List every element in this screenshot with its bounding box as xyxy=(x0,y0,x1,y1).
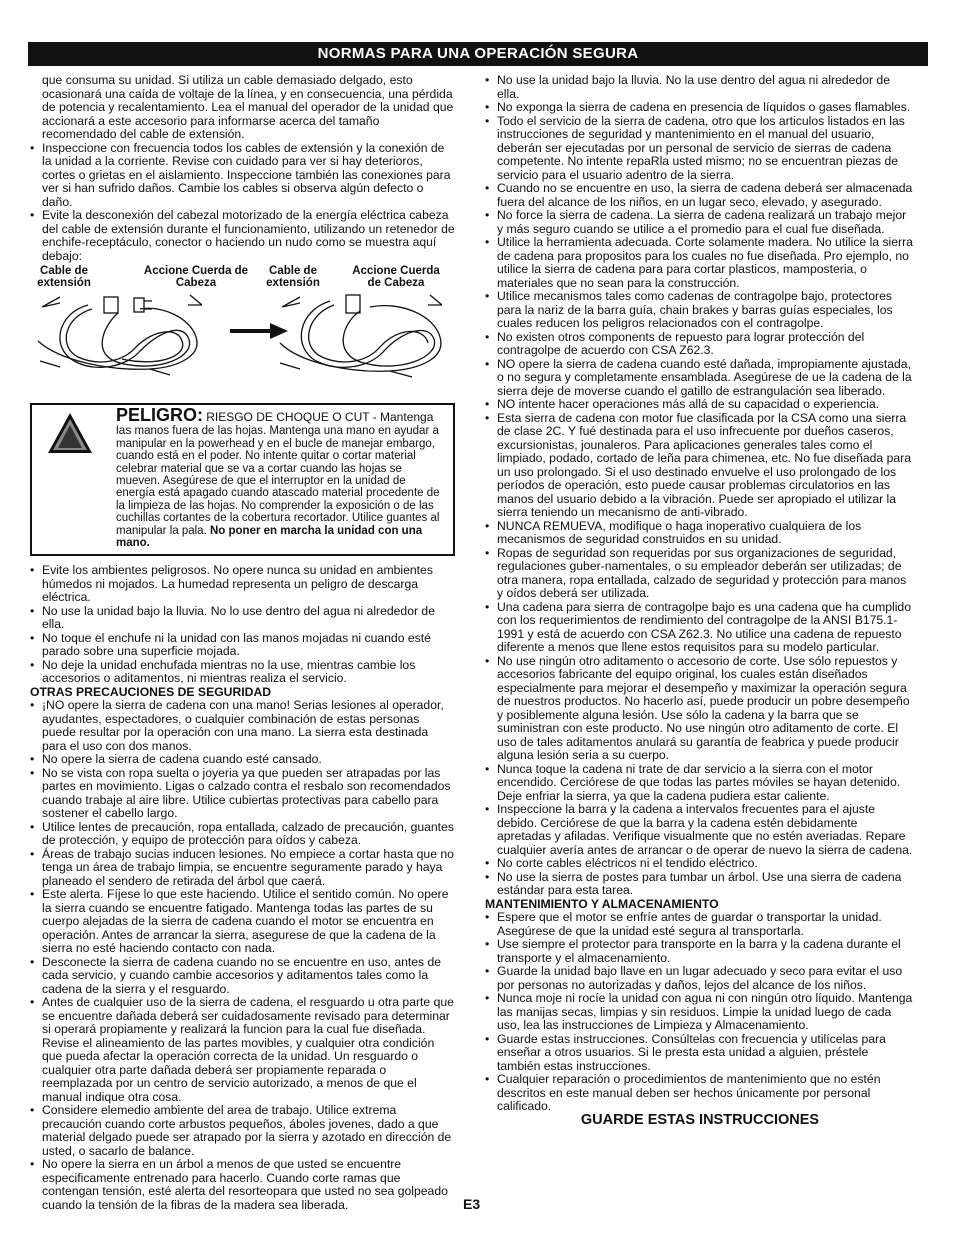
list-item: • Nunca toque la cadena ni trate de dar servicio a la sierra con el motor encendido. Cerciórese de que todas las partes móviles se hayan detenido. Deje enfriar la sierra, ya que la cadena pudiera estar caliente. xyxy=(485,763,915,804)
closing-heading: GUARDE ESTAS INSTRUCCIONES xyxy=(580,1111,820,1128)
list-item: • No se vista con ropa suelta o joyeria ya que pueden ser atrapadas por las partes en movimiento. Ligas o calzado contra el resbalo son recomendados cuando trabaje al aire libre. Utilice cubiertas protectivas para cabello para sostener el cabello largo. xyxy=(30,767,455,821)
list-item: • Esta sierra de cadena con motor fue clasificada por la CSA como una sierra de clase 2C. Y fué destinada para el uso infrecuente por dueños caseros, excursionistas, jounaleros. Para aplicaciones generales tales como el limpiado, podado, cortado de leña para chimenea, etc. No fue diseñada para un uso prolongado. Si el uso destinado envuelve el uso prolongado de los períodos de operación, esto puede causar problemas circulatorios en las manos del usuario debido a la vibración. Puede ser apropiado el utilizar la sierra teniendo un mecanismo de anti-vibrado. xyxy=(485,412,915,520)
list-item: • Utilice la herramienta adecuada. Corte solamente madera. No utilice la sierra de cadena para propositos para los cuales no fue diseñada. Pro ejemplo, no utilice la sierra de cadena para para cortar plasticos, mamposteria, o materiales que no sean para la construcción. xyxy=(485,236,915,290)
section-header: NORMAS PARA UNA OPERACIÓN SEGURA xyxy=(28,42,928,66)
maintenance-bullets xyxy=(485,911,915,1114)
left-column xyxy=(30,74,455,1212)
list-item: • No opere la sierra de cadena cuando esté cansado. xyxy=(30,753,455,767)
list-item: • No use ningún otro aditamento o accesorio de corte. Use sólo repuestos y accesorios fabricante del equipo original, los cuales están diseñados especialmente para mejorar el desempeño y maximizar la operación segura de nuestros productos. No hacerlo así, puede producir un pobre desempeño y posiblemente alguna lesión. Use sólo la cadena y la barra que se suministran con este producto. No use ningún otro aditamento de corte. El uso de tales aditamentos anulará su garantía de feabrica y puede producir alguna lesión seria a su cuerpo. xyxy=(485,655,915,763)
list-item: • No use la sierra de postes para tumbar un árbol. Use una sierra de cadena estándar para esta tarea. xyxy=(485,871,915,898)
list-item: • Utilice lentes de precaución, ropa entallada, calzado de precaución, guantes de protección, y equipo de protección para oídos y cabeza. xyxy=(30,821,455,848)
list-item: • Espere que el motor se enfríe antes de guardar o transportar la unidad. Asegúrese de que la unidad esté segura al transportarla. xyxy=(485,911,915,938)
list-item: • Guarde estas instrucciones. Consúltelas con frecuencia y utilícelas para enseñar a otros usuarios. Si le presta esta unidad a alguien, préstele también estas instrucciones. xyxy=(485,1033,915,1074)
list-item: • Evite la desconexión del cabezal motorizado de la energía eléctrica cabeza del cable de extensión durante el funcionamiento, utilizando un retenedor de enchife-receptáculo, conector o haciendo un nudo como se muestra aquí debajo: xyxy=(30,209,455,263)
list-item: • Áreas de trabajo sucias inducen lesiones. No empiece a cortar hasta que no tenga un área de trabajo limpia, se encuentre seguramente parado y haya planeado el sendero de retirada del árbol que caerá. xyxy=(30,848,455,889)
list-item: • No existen otros components de repuesto para lograr protección del contragolpe de acuerdo con CSA Z62.3. xyxy=(485,331,915,358)
list-item: • No opere la sierra en un árbol a menos de que usted se encuentre especificamente entrenado para hacerlo. Cuando corte ramas que contengan tensión, esté alerta del resorteopara que usted no sea golpeado cuando la tensión de la fibras de la madera sea liberada. xyxy=(30,1158,455,1212)
list-item: • NO intente hacer operaciones más allá de su capacidad o experiencia. xyxy=(485,398,915,412)
list-item: • No use la unidad bajo la lluvia. No lo use dentro del agua ni alrededor de ella. xyxy=(30,605,455,632)
warning-emphasis: No poner en marcha la unidad con una mano. xyxy=(116,524,423,550)
list-item: • Inspeccione la barra y la cadena a intervalos frecuentes para el ajuste debido. Cerciórese de que la barra y la cadena estén debidamente apretadas y afiladas. Verifique visualmente que no estén averiadas. Repare cualquier avería antes de arrancar o de operar de nuevo la sierra de cadena. xyxy=(485,803,915,857)
warning-subtitle: RIESGO DE CHOQUE O CUT - Mantenga las xyxy=(116,410,434,438)
cable-bullets xyxy=(30,142,455,264)
list-item: • Una cadena para sierra de contragolpe bajo es una cadena que ha cumplido con los requerimientos de rendimiento del contragolpe de la ANSI B175.1-1991 y está de acuerdo con CSA Z62.3. No utilice una cadena de repuesto diferente a menos que llene estos requisitos para su modelo particular. xyxy=(485,601,915,655)
list-item: • Use siempre el protector para transporte en la barra y la cadena durante el transporte y el almacenamiento. xyxy=(485,938,915,965)
list-item: • Cualquier reparación o procedimientos de mantenimiento que no estén descritos en este manual deben ser hechos únicamente por personal calificado. xyxy=(485,1073,915,1114)
list-item: • No exponga la sierra de cadena en presencia de líquidos o gases flamables. xyxy=(485,101,915,115)
list-item: • Evite los ambientes peligrosos. No opere nunca su unidad en ambientes húmedos ni mojados. La humedad representa un peligro de descarga eléctrica. xyxy=(30,564,455,605)
list-item: • Todo el servicio de la sierra de cadena, otro que los articulos listados en las instrucciones de seguridad y mantenimiento en el manual del usuario, deberán ser ejecutadas por un personal de servicio de sierras de cadena competente. No intente repaRla usted mismo; no se encuentran piezas de servicio para el usuario adentro de la sierra. xyxy=(485,115,915,183)
subheading: MANTENIMIENTO Y ALMACENAMIENTO xyxy=(485,896,719,911)
warning-title: PELIGRO: xyxy=(116,405,204,425)
figure-label: Cable de extensión xyxy=(37,265,91,289)
list-item: • Utilice mecanismos tales como cadenas de contragolpe bajo, protectores para la nariz de la barra guía, chain brakes y barras guías especiales, los cuales reducen los peligros relacionados con el contragolpe. xyxy=(485,290,915,331)
list-item: • No deje la unidad enchufada mientras no la use, mientras cambie los accesorios o aditamentos, ni mientras realiza el servicio. xyxy=(30,659,455,686)
list-item: • NO opere la sierra de cadena cuando esté dañada, impropiamente ajustada, o no segura y completamente ensamblada. Asegúrese de ue la cadena de la sierra deje de moverse cuando el gatillo de estrangulación sea liberado. xyxy=(485,358,915,399)
list-item: • Inspeccione con frecuencia todos los cables de extensión y la conexión de la unidad a la corriente. Revise con cuidado para ver si hay deterioros, cortes o grietas en el aislamiento. Inspeccione también las conexiones para ver si han sufrido daños. Cambie los cables si observa algún defecto o daño. xyxy=(30,142,455,210)
list-item: • Ropas de seguridad son requeridas por sus organizaciones de seguridad, regulaciones guber-namentales, o su empleador deberán ser utilizadas; de otra manera, ropa entallada, calzado de seguridad y protección para manos y oídos deberá ser utilizada. xyxy=(485,547,915,601)
list-item: • No use la unidad bajo la lluvia. No la use dentro del agua ni alrededor de ella. xyxy=(485,74,915,101)
precaution-bullets xyxy=(30,699,455,1212)
list-item: • No force la sierra de cadena. La sierra de cadena realizará un trabajo mejor y más seguro cuando se utilice a el promedio para el cual fue diseñada. xyxy=(485,209,915,236)
list-item: • ¡NO opere la sierra de cadena con una mano! Serias lesiones al operador, ayudantes, espectadores, o cualquier combinación de estas personas puede resultar por la operación con una mano. La sierra esta destinada para el uso con dos manos. xyxy=(30,699,455,753)
list-item: • Este alerta. Fíjese lo que este haciendo. Utilice el sentido común. No opere la sierra cuando se encuentre fatigado. Mantenga todas las partes de su cuerpo alejadas de la sierra de cadena cuando el motor se encuentra en operación. Antes de arrancar la sierra, asegurese de que la cadena de la sierra no esté haciendo contacto con nada. xyxy=(30,888,455,956)
list-item: • Nunca moje ni rocíe la unidad con agua ni con ningún otro líquido. Mantenga las manijas secas, limpias y sin residuos. Limpie la unidad luego de cada uso, lea las instrucciones de Limpieza y Almacenamiento. xyxy=(485,992,915,1033)
right-column xyxy=(485,74,915,1127)
subheading: OTRAS PRECAUCIONES DE SEGURIDAD xyxy=(30,684,272,699)
figure-label: Accione Cuerda de Cabeza xyxy=(143,265,249,289)
list-item: • No corte cables eléctricos ni el tendido eléctrico. xyxy=(485,857,915,871)
list-item: • Considere elemedio ambiente del area de trabajo. Utilice extrema precaución cuando corte arbustos pequeños, áboles jovenes, dado a que material delgado puede ser atrapado por la sierra y azotado en dirección de usted, o sacarlo de balance. xyxy=(30,1104,455,1158)
cable-knot-illustration xyxy=(30,265,455,393)
list-item: • Antes de cualquier uso de la sierra de cadena, el resguardo u otra parte que se encuentre dañada deberá ser cuidadosamente revisado para determinar si operará propiamente y realizará la funcion para la cual fue diseñada. Revise el alineamiento de las partes movibles, y cualquier otra condición que pueda afectar la operación correcta de la unidad. Un resguardo o cualquier otra parte dañada deberá ser propiamente reparada o reemplazada por un centro de servicio autorizado, a menos de que el manual indique otra cosa. xyxy=(30,996,455,1104)
page-number: E3 xyxy=(463,1196,481,1212)
electrical-bullets xyxy=(30,564,455,686)
warning-triangle-icon xyxy=(46,411,94,455)
list-item: • Guarde la unidad bajo llave en un lugar adecuado y seco para evitar el uso por personas no autorizadas y daños, lejos del alcance de los niños. xyxy=(485,965,915,992)
lead-paragraph: que consuma su unidad. Si utiliza un cable demasiado delgado, esto ocasionará una caída de voltaje de la línea, y en consecuencia, una pérdida de potencia y recalentamiento. Lea el manual del operador de la unidad que accionará a este accesorio para informarse acerca del tamaño recomendado del cable de extensión. xyxy=(42,73,454,141)
operation-bullets xyxy=(485,74,915,898)
list-item: • No toque el enchufe ni la unidad con las manos mojadas ni cuando esté parado sobre una superficie mojada. xyxy=(30,632,455,659)
list-item: • NUNCA REMUEVA, modifique o haga inoperativo cualquiera de los mecanismos de seguridad construidos en su unidad. xyxy=(485,520,915,547)
figure-label: Cable de extensión xyxy=(266,265,320,289)
figure-label: Accione Cuerda de Cabeza xyxy=(352,265,440,289)
warning-body: manos fuera de las hojas. Mantenga una mano en ayudar a manipular en la powerhead y en el bucle de manejar embargo, cuando está en el poder. No intente quitar o cortar material celebrar material que se va a cortar cuando las hojas se mueven. Asegúrese de que el interruptor en la unidad de energía está apagado cuando atascado material procedente de la limpieza de las hojas. No comprender la exposición o de las cuchillas cortantes de la cobertura recortador. Utilice guantes al manipular la pala. xyxy=(116,425,440,537)
cable-knot-figure xyxy=(30,265,455,393)
list-item: • Cuando no se encuentre en uso, la sierra de cadena deberá ser almacenada fuera del alcance de los niños, en un lugar seco, elevado, y asegurado. xyxy=(485,182,915,209)
danger-warning-box xyxy=(30,403,455,556)
list-item: • Desconecte la sierra de cadena cuando no se encuentre en uso, antes de cada servicio, y cuando cambie accesorios y aditamentos tales como la cadena de la sierra y el resguardo. xyxy=(30,956,455,997)
